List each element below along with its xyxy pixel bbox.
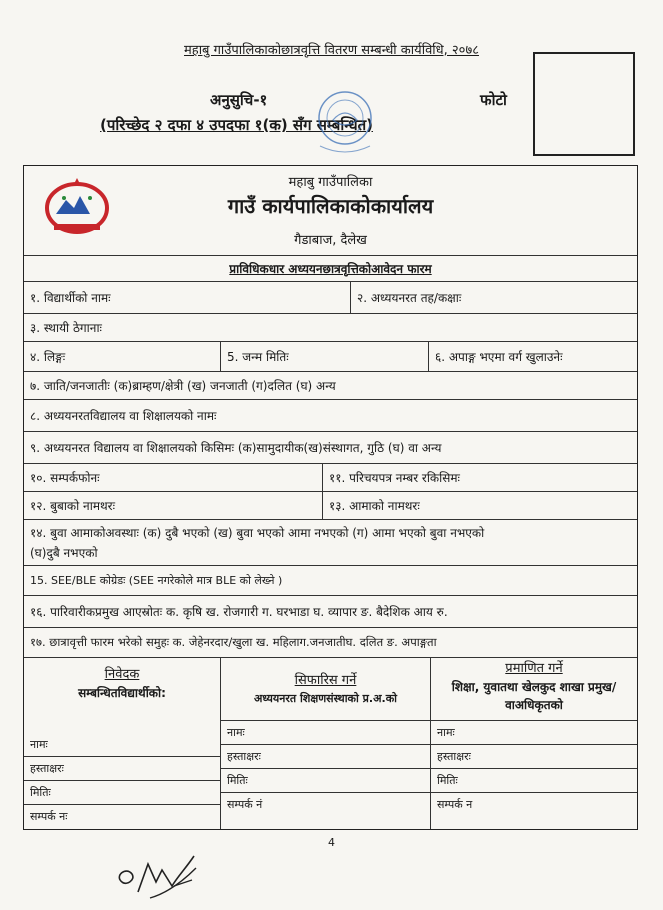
contact-phone-field[interactable]: १०. सम्पर्कफोनः bbox=[30, 471, 100, 485]
row-7 bbox=[24, 464, 637, 492]
office-stamp-icon bbox=[300, 80, 390, 160]
certifier-signature[interactable]: हस्ताक्षरः bbox=[431, 744, 637, 768]
recommender-name[interactable]: नामः bbox=[221, 720, 430, 744]
applicant-name[interactable]: नामः bbox=[30, 737, 48, 751]
applicant-column bbox=[24, 658, 220, 829]
annex-reference: (परिच्छेद २ दफा ४ उपदफा १(क) सँग सम्बन्धित) bbox=[100, 116, 373, 134]
certifier-contact[interactable]: सम्पर्क न bbox=[431, 792, 637, 816]
applicant-date[interactable]: मितिः bbox=[24, 780, 220, 804]
applicant-subheading: सम्बन्धितविद्यार्थीको: bbox=[78, 686, 166, 700]
annex-label: अनुसुचि-१ bbox=[210, 91, 268, 109]
id-card-field[interactable]: ११. परिचयपत्र नम्बर रकिसिमः bbox=[322, 464, 637, 491]
photo-box bbox=[533, 52, 635, 156]
recommender-date[interactable]: मितिः bbox=[221, 768, 430, 792]
certifier-subheading: शिक्षा, युवातथा खेलकुद शाखा प्रमुख/ bbox=[451, 680, 617, 694]
permanent-address-field[interactable]: ३. स्थायी ठेगानाः bbox=[30, 321, 102, 335]
document-header: महाबु गाउँपालिकाकोछात्रवृत्ति वितरण सम्बन्धी कार्यविधि, २०७८ bbox=[184, 43, 479, 58]
parent-status-option-d[interactable]: (घ)दुबै नभएको bbox=[30, 546, 98, 560]
row-1 bbox=[24, 282, 637, 314]
office-title: गाउँ कार्यपालिकाकोकार्यालय bbox=[227, 194, 434, 218]
income-source-field[interactable]: १६. पारिवारीकप्रमुख आएस्रोतः क. कृषि ख. रोजगारी ग. घरभाडा घ. व्यापार ङ. बैदेशिक आय रु. bbox=[30, 605, 448, 619]
row-4 bbox=[24, 372, 637, 400]
recommender-subheading: अध्ययनरत शिक्षणसंस्थाको प्र.अ.को bbox=[254, 692, 397, 705]
row-2 bbox=[24, 314, 637, 342]
student-name-field[interactable]: १. विद्यार्थीको नामः bbox=[30, 291, 111, 305]
row-10 bbox=[24, 566, 637, 596]
row-5 bbox=[24, 400, 637, 432]
study-level-field[interactable]: २. अध्ययनरत तह/कक्षाः bbox=[350, 282, 637, 313]
parent-status-field[interactable]: १४. बुवा आमाकोअवस्थाः (क) दुबै भएको (ख) बुवा भएको आमा नभएको (ग) आमा भएको बुवा नभएको bbox=[30, 526, 485, 540]
application-form bbox=[23, 165, 638, 830]
form-title-row bbox=[24, 256, 637, 282]
quota-group-field[interactable]: १७. छात्रावृत्ती फारम भरेको समुहः क. जेहेनरदार/खुला ख. महिलाग.जनजातीघ. दलित ङ. अपाङ्गता bbox=[30, 635, 437, 649]
certifier-name[interactable]: नामः bbox=[431, 720, 637, 744]
municipality-name: महाबु गाउँपालिका bbox=[288, 175, 373, 190]
row-8 bbox=[24, 492, 637, 520]
certifier-heading: प्रमाणित गर्ने bbox=[505, 661, 563, 676]
photo-label: फोटो bbox=[480, 91, 507, 109]
recommender-heading: सिफारिस गर्ने bbox=[294, 673, 357, 688]
recommender-column bbox=[220, 658, 430, 829]
certifier-column bbox=[430, 658, 637, 829]
signature-section bbox=[24, 658, 637, 829]
applicant-heading: निवेदक bbox=[104, 667, 140, 682]
recommender-signature[interactable]: हस्ताक्षरः bbox=[221, 744, 430, 768]
certifier-date[interactable]: मितिः bbox=[431, 768, 637, 792]
disability-class-field[interactable]: ६. अपाङ्ग भएमा वर्ग खुलाउनेः bbox=[428, 342, 637, 371]
caste-field[interactable]: ७. जाति/जनजातीः (क)ब्राम्हण/क्षेत्री (ख) जनजाती (ग)दलित (घ) अन्य bbox=[30, 379, 336, 393]
recommender-contact[interactable]: सम्पर्क नं bbox=[221, 792, 430, 816]
office-block bbox=[24, 166, 637, 256]
birth-date-field[interactable]: 5. जन्म मितिः bbox=[220, 342, 428, 371]
applicant-signature[interactable]: हस्ताक्षरः bbox=[24, 756, 220, 780]
gender-field[interactable]: ४. लिङ्गः bbox=[30, 350, 66, 364]
page-number: 4 bbox=[328, 836, 335, 849]
form-title: प्राविधिकधार अध्ययनछात्रवृत्तिकोआवेदन फारम bbox=[229, 262, 432, 276]
row-12 bbox=[24, 628, 637, 658]
handwritten-signature-icon bbox=[110, 848, 220, 908]
row-6 bbox=[24, 432, 637, 464]
row-9 bbox=[24, 520, 637, 566]
row-11 bbox=[24, 596, 637, 628]
row-3 bbox=[24, 342, 637, 372]
office-address: गैडाबाज, दैलेख bbox=[294, 233, 367, 248]
school-type-field[interactable]: ९. अध्ययनरत विद्यालय वा शिक्षालयको किसिमः (क)सामुदायीक(ख)संस्थागत, गुठि (घ) वा अन्य bbox=[30, 441, 442, 455]
applicant-contact[interactable]: सम्पर्क नः bbox=[24, 804, 220, 828]
school-name-field[interactable]: ८. अध्ययनरतविद्यालय वा शिक्षालयको नामः bbox=[30, 409, 217, 423]
certifier-subheading-2: वाअधिकृतको bbox=[505, 698, 563, 712]
grade-field[interactable]: 15. SEE/BLE कोग्रेडः (SEE नगरेकोले मात्र BLE को लेख्ने ) bbox=[30, 574, 283, 587]
mother-name-field[interactable]: १३. आमाको नामथरः bbox=[322, 492, 637, 519]
father-name-field[interactable]: १२. बुबाको नामथरः bbox=[30, 499, 116, 513]
